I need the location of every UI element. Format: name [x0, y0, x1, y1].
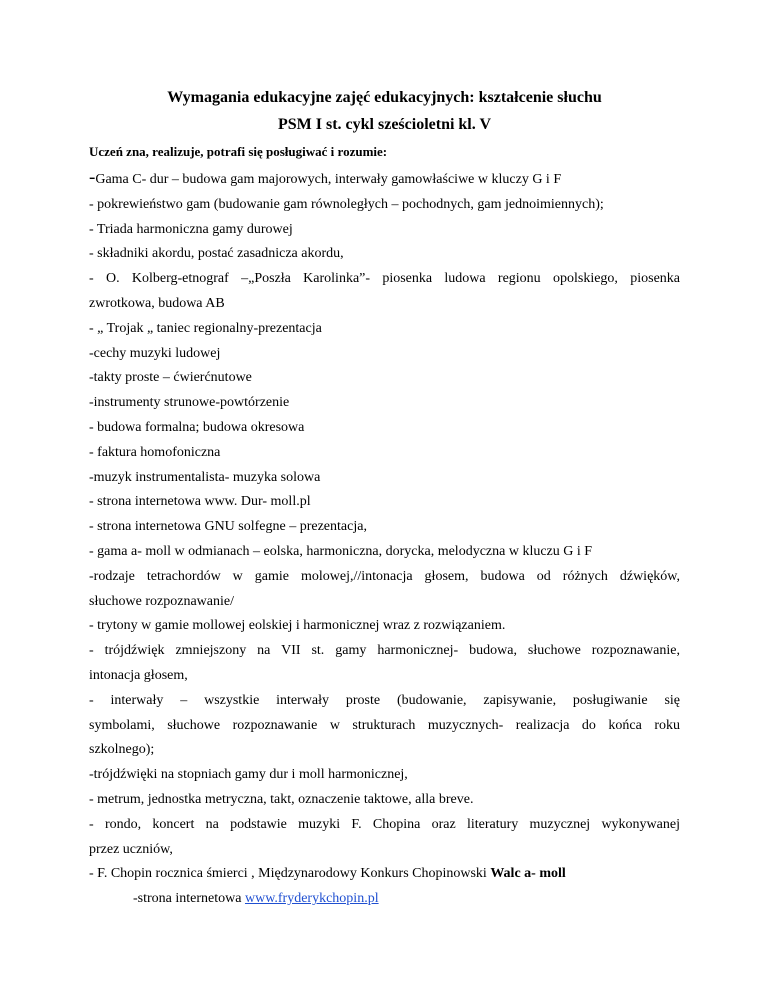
intro-text: Uczeń zna, realizuje, potrafi się posługiwać i rozumie: [89, 144, 388, 159]
list-item: -muzyk instrumentalista- muzyka solowa [89, 469, 321, 485]
list-item: - pokrewieństwo gam (budowanie gam równoległych – pochodnych, gam jednoimiennych); [89, 196, 604, 212]
list-item [89, 166, 680, 193]
list-item: - składniki akordu, postać zasadnicza akordu, [89, 246, 344, 262]
list-item-continuation: słuchowe rozpoznawanie/ [89, 593, 234, 609]
list-item: -cechy muzyki ludowej [89, 345, 221, 361]
list-item-continuation: symbolami, słuchowe rozpoznawanie w strukturach muzycznych- realizacja do końca roku [89, 717, 680, 733]
list-item-text: Gama C- dur – budowa gam majorowych, interwały gamowłaściwe w kluczy G i F [95, 172, 562, 187]
list-item: - metrum, jednostka metryczna, takt, oznaczenie taktowe, alla breve. [89, 791, 474, 807]
list-item-continuation: przez uczniów, [89, 841, 173, 857]
list-dash: - [89, 167, 96, 188]
list-item: - gama a- moll w odmianach – eolska, harmoniczna, dorycka, melodyczna w kluczu G i F [89, 543, 593, 559]
list-item: - faktura homofoniczna [89, 444, 221, 460]
list-item: -rodzaje tetrachordów w gamie molowej,//intonacja głosem, budowa od różnych dźwięków, [89, 568, 680, 584]
list-item: - interwały – wszystkie interwały proste (budowanie, zapisywanie, posługiwanie się [89, 692, 680, 708]
list-item: - „ Trojak „ taniec regionalny-prezentacja [89, 320, 322, 336]
list-item-text: - F. Chopin rocznica śmierci , Międzynarodowy Konkurs Chopinowski [89, 866, 491, 882]
list-item: - trójdźwięk zmniejszony na VII st. gamy harmonicznej- budowa, słuchowe rozpoznawanie, [89, 643, 680, 659]
list-item-continuation: szkolnego); [89, 742, 155, 758]
list-item-continuation: intonacja głosem, [89, 667, 188, 683]
document-subtitle: PSM I st. cykl sześcioletni kl. V [277, 116, 492, 133]
list-item [89, 862, 680, 887]
waltz-title: Walc a- moll [490, 866, 566, 882]
list-item: - rondo, koncert na podstawie muzyki F. Chopina oraz literatury muzycznej wykonywanej [89, 816, 680, 832]
list-item: - Triada harmoniczna gamy durowej [89, 221, 293, 237]
list-item: -instrumenty strunowe-powtórzenie [89, 395, 290, 411]
list-item: - strona internetowa GNU solfegne – prezentacja, [89, 519, 367, 535]
list-item [89, 887, 680, 912]
document-page [89, 84, 680, 912]
list-item: - budowa formalna; budowa okresowa [89, 419, 305, 435]
list-item: - strona internetowa www. Dur- moll.pl [89, 494, 311, 510]
list-item-text: -strona internetowa [133, 891, 245, 907]
list-item: -trójdźwięki na stopniach gamy dur i moll harmonicznej, [89, 767, 408, 783]
list-item-continuation: zwrotkowa, budowa AB [89, 295, 225, 311]
chopin-website-link[interactable]: www.fryderykchopin.pl [244, 891, 379, 907]
document-title: Wymagania edukacyjne zajęć edukacyjnych: kształcenie słuchu [167, 89, 602, 106]
list-item: - trytony w gamie mollowej eolskiej i harmonicznej wraz z rozwiązaniem. [89, 618, 506, 634]
list-item: -takty proste – ćwierćnutowe [89, 370, 252, 386]
list-item: - O. Kolberg-etnograf –„Poszła Karolinka”- piosenka ludowa regionu opolskiego, piosenka [89, 271, 680, 287]
